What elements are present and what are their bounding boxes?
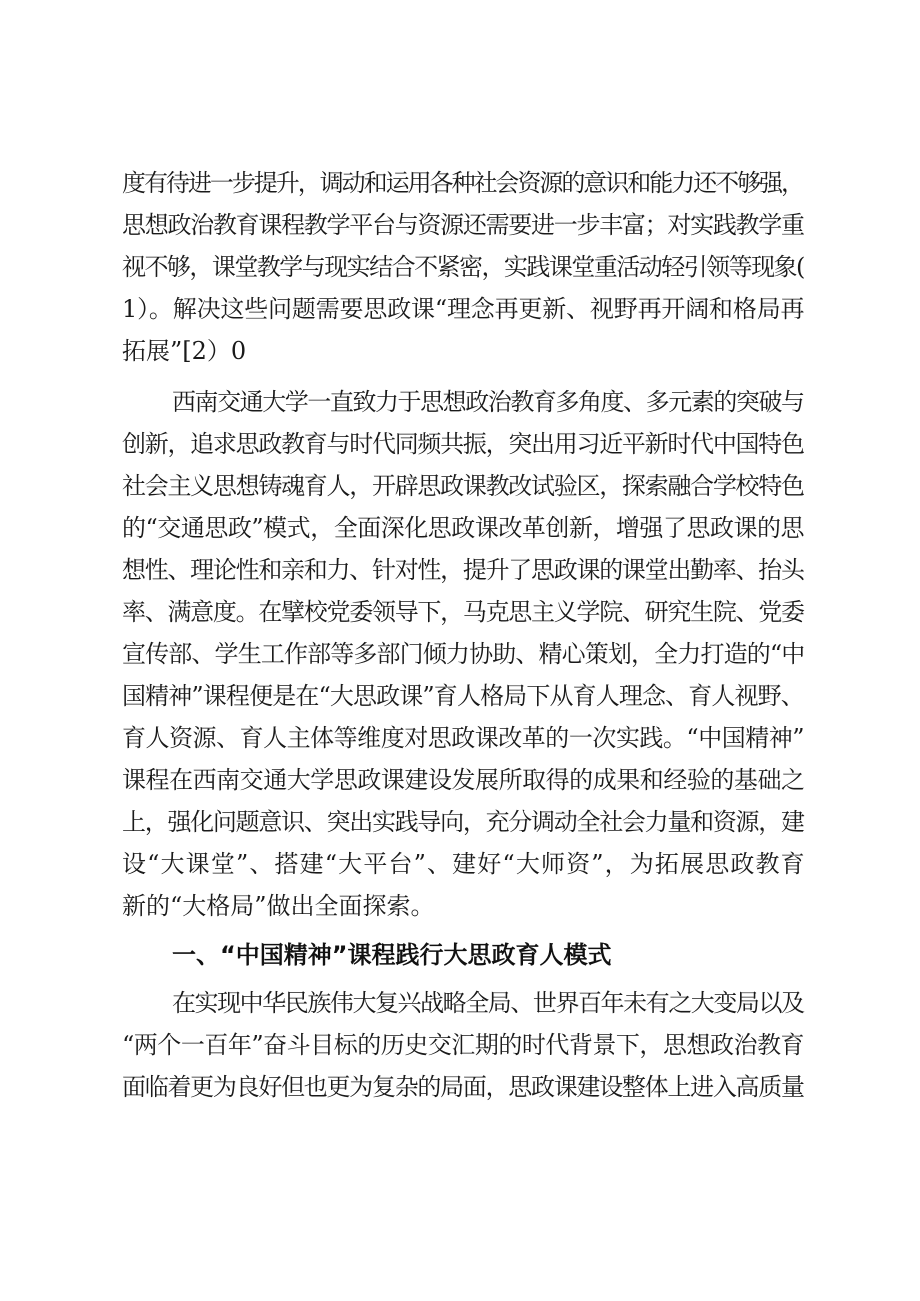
text-line: 西南交通大学一直致力于思想政治教育多角度、多元素的突破与 [172,388,804,416]
text-line: “两个一百年”奋斗目标的历史交汇期的时代背景下，思想政治教育 [122,1031,805,1059]
text-line: 1）。解决这些问题需要思政课“理念再更新、视野再开阔和格局再 [122,295,805,323]
paragraph-2-line [0,550,920,590]
paragraph-1-line [0,289,920,329]
paragraph-3-line [0,983,920,1023]
text-line: 宣传部、学生工作部等多部门倾力协助、精心策划，全力打造的“中 [122,640,805,668]
paragraph-2-line [0,844,920,884]
text-line: 想性、理论性和亲和力、针对性，提升了思政课的课堂出勤率、抬头 [122,556,804,584]
text-line: 的“交通思政”模式，全面深化思政课改革创新，增强了思政课的思 [122,514,805,542]
section-heading: 一、“中国精神”课程践行大思政育人模式 [172,941,612,969]
paragraph-2-line [0,424,920,464]
paragraph-2-line [0,634,920,674]
paragraph-2-line [0,760,920,800]
text-line: 思想政治教育课程教学平台与资源还需要进一步丰富；对实践教学重 [122,211,804,239]
text-line: 社会主义思想铸魂育人，开辟思政课教改试验区，探索融合学校特色 [122,472,804,500]
paragraph-3-line [0,1025,920,1065]
paragraph-1-line [0,163,920,203]
paragraph-2-line [0,718,920,758]
text-line: 率、满意度。在擘校党委领导下，马克思主义学院、研究生院、党委 [122,598,804,626]
text-line: 在实现中华民族伟大复兴战略全局、世界百年未有之大变局以及 [172,989,804,1017]
text-line: 拓展”[2）0 [122,337,247,365]
paragraph-1-line [0,205,920,245]
paragraph-2-line [0,382,920,422]
text-line: 视不够，课堂教学与现实结合不紧密，实践课堂重活动轻引领等现象( [122,253,804,281]
text-line: 新的“大格局”做出全面探索。 [122,892,435,920]
section-heading-line [0,935,920,975]
paragraph-1-line [0,331,920,371]
paragraph-2-line [0,886,920,926]
paragraph-2-line [0,802,920,842]
text-line: 面临着更为良好但也更为复杂的局面，思政课建设整体上进入高质量 [122,1073,804,1101]
paragraph-3-line [0,1067,920,1107]
text-line: 度有待进一步提升，调动和运用各种社会资源的意识和能力还不够强， [122,169,803,197]
text-line: 课程在西南交通大学思政课建设发展所取得的成果和经验的基础之 [122,766,805,794]
text-line: 育人资源、育人主体等维度对思政课改革的一次实践。“中国精神” [122,724,805,752]
text-line: 设“大课堂”、搭建“大平台”、建好“大师资”，为拓展思政教育 [122,850,806,878]
paragraph-2-line [0,508,920,548]
text-line: 国精神”课程便是在“大思政课”育人格局下从育人理念、育人视野、 [122,682,804,710]
paragraph-2-line [0,676,920,716]
paragraph-1-line [0,247,920,287]
text-line: 上，强化问题意识、突出实践导向，充分调动全社会力量和资源，建 [122,808,804,836]
paragraph-2-line [0,592,920,632]
paragraph-2-line [0,466,920,506]
text-line: 创新，追求思政教育与时代同频共振，突出用习近平新时代中国特色 [122,430,804,458]
